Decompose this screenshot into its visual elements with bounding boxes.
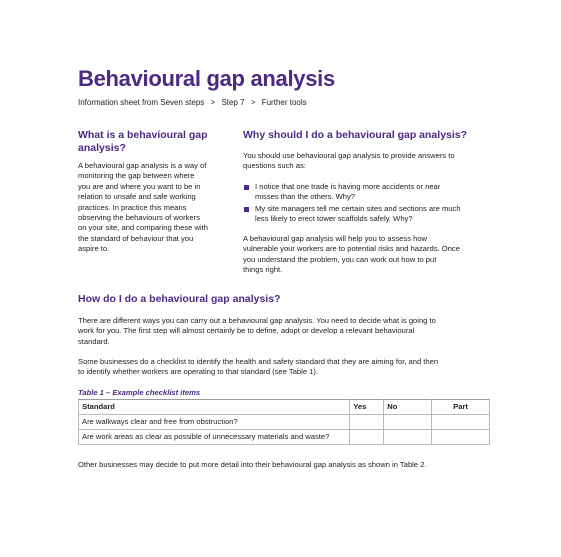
breadcrumb bbox=[78, 98, 311, 107]
how-paragraph-2 bbox=[78, 357, 498, 378]
how-paragraph-1 bbox=[78, 316, 498, 347]
page-title: Behavioural gap analysis bbox=[78, 66, 335, 91]
breadcrumb-item-further-tools[interactable]: Further tools bbox=[261, 98, 307, 107]
no-cell[interactable] bbox=[384, 415, 432, 430]
breadcrumb-item-info-sheet[interactable]: Information sheet from Seven steps bbox=[78, 98, 205, 107]
section-heading-what bbox=[78, 129, 208, 155]
text-line: practices. In practice this means bbox=[78, 202, 187, 212]
column-header-part: Part bbox=[432, 400, 490, 415]
text-line: misses than the others. Why? bbox=[255, 192, 356, 202]
column-header-yes: Yes bbox=[350, 400, 384, 415]
no-cell[interactable] bbox=[384, 430, 432, 445]
table-row bbox=[79, 415, 490, 430]
text-line: less likely to erect tower scaffolds safely. Why? bbox=[255, 214, 413, 224]
section-heading-how: How do I do a behavioural gap analysis? bbox=[78, 293, 281, 305]
text-line: There are different ways you can carry out a behavioural gap analysis. You need to decide what is going to bbox=[78, 316, 436, 325]
text-line: Some businesses do a checklist to identify the health and safety standard that they are aiming for, and then bbox=[78, 357, 439, 366]
breadcrumb-item-step[interactable]: Step 7 bbox=[221, 98, 245, 107]
part-cell[interactable] bbox=[432, 415, 490, 430]
text-line: I notice that one trade is having more accidents or near bbox=[255, 182, 441, 191]
text-line: standard. bbox=[78, 336, 110, 346]
standard-cell: Are walkways clear and free from obstruction? bbox=[79, 415, 350, 430]
why-bullet-list bbox=[243, 182, 488, 226]
text-line: to identify whether workers are operating to that standard (see Table 1). bbox=[78, 367, 319, 377]
text-line: A behavioural gap analysis is a way of bbox=[78, 161, 207, 170]
why-intro bbox=[243, 151, 493, 172]
text-line: the standard of behaviour that you bbox=[78, 233, 194, 243]
bullet-item bbox=[243, 182, 488, 203]
why-paragraph bbox=[243, 234, 493, 276]
text-line: work for you. The first step will almost certainly be to define, adopt or develop a relevant behavioural bbox=[78, 326, 415, 336]
text-line: My site managers tell me certain sites and sections are much bbox=[255, 203, 461, 213]
yes-cell[interactable] bbox=[350, 430, 384, 445]
table-caption: Table 1 – Example checklist items bbox=[78, 388, 201, 397]
text-line: questions such as: bbox=[243, 161, 306, 171]
bullet-item bbox=[243, 204, 488, 225]
table-header-row bbox=[79, 400, 490, 415]
section-heading-why: Why should I do a behavioural gap analysis? bbox=[243, 129, 468, 141]
text-line: vulnerable your workers are to potential risks and hazards. Once bbox=[243, 244, 460, 254]
what-paragraph bbox=[78, 161, 238, 255]
text-line: you are and where you want to be in bbox=[78, 181, 201, 191]
heading-line: What is a behavioural gap bbox=[78, 129, 208, 141]
standard-cell: Are work areas as clear as possible of unnecessary materials and waste? bbox=[79, 430, 350, 445]
column-header-no: No bbox=[384, 400, 432, 415]
text-line: on your site, and comparing these with bbox=[78, 223, 209, 233]
text-line: You should use behavioural gap analysis to provide answers to bbox=[243, 151, 455, 160]
table-row bbox=[79, 430, 490, 445]
text-line: you understand the problem, you can work out how to put bbox=[243, 254, 437, 264]
text-line: aspire to. bbox=[78, 244, 110, 254]
footer-paragraph: Other businesses may decide to put more detail into their behavioural gap analysis as shown in Table 2. bbox=[78, 460, 427, 469]
part-cell[interactable] bbox=[432, 430, 490, 445]
breadcrumb-separator: > bbox=[250, 98, 256, 107]
checklist-table bbox=[78, 399, 490, 445]
heading-line: analysis? bbox=[78, 142, 126, 154]
breadcrumb-separator: > bbox=[210, 98, 216, 107]
yes-cell[interactable] bbox=[350, 415, 384, 430]
text-line: relation to unsafe and safe working bbox=[78, 192, 196, 202]
text-line: observing the behaviours of workers bbox=[78, 213, 200, 223]
column-header-standard: Standard bbox=[79, 400, 350, 415]
text-line: A behavioural gap analysis will help you to assess how bbox=[243, 234, 428, 243]
text-line: things right. bbox=[243, 265, 283, 275]
text-line: monitoring the gap between where bbox=[78, 171, 195, 181]
